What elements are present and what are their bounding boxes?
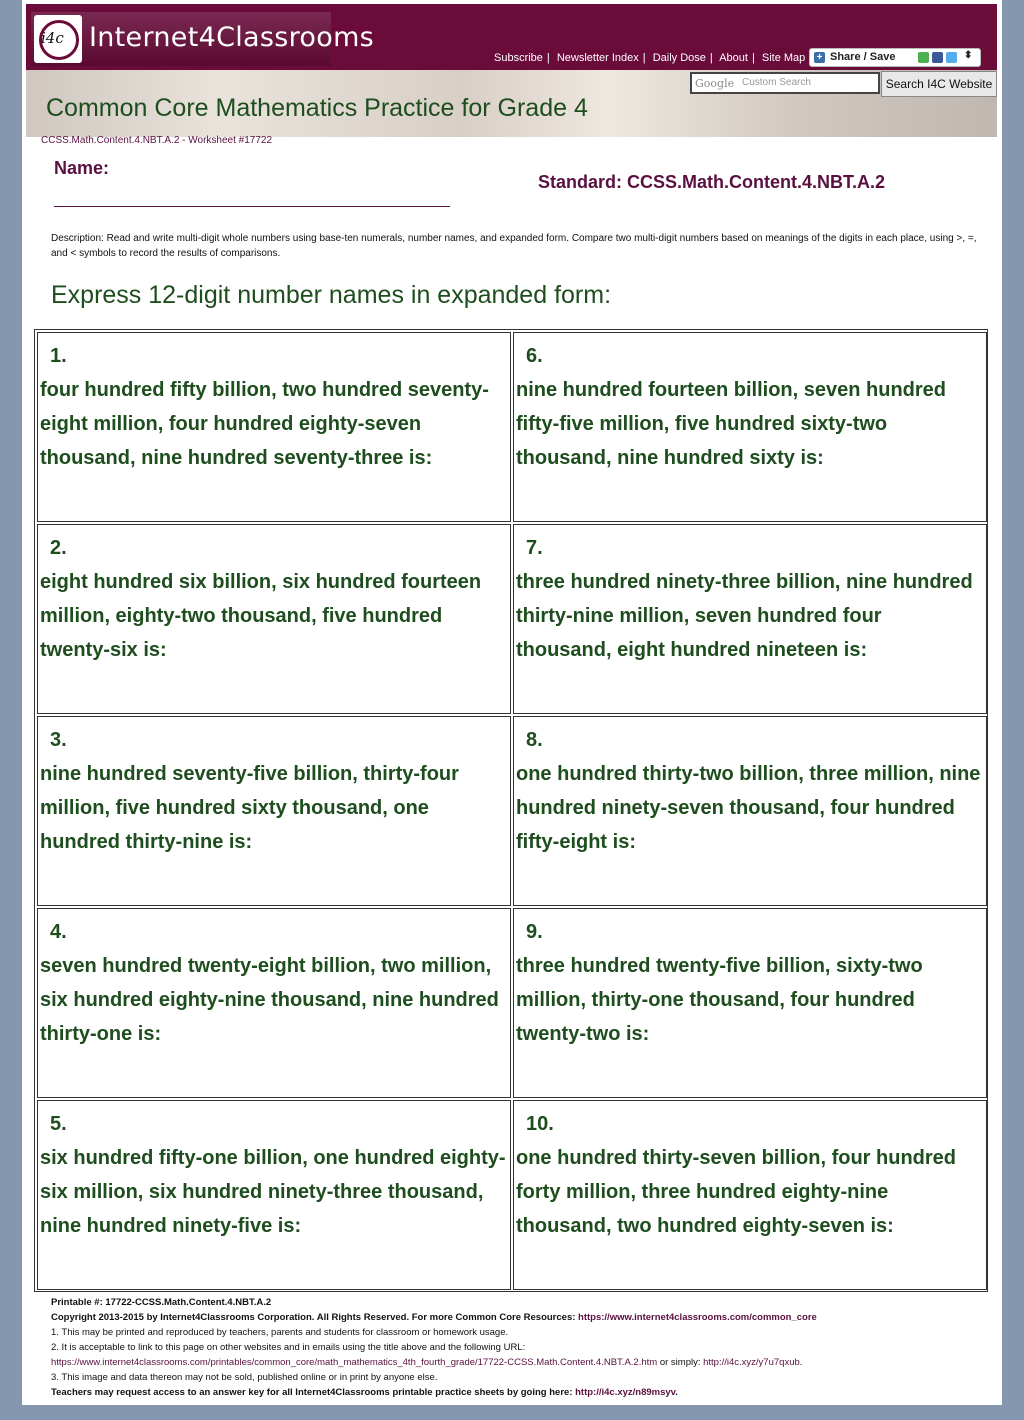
site-header [26, 4, 997, 70]
top-nav: Subscribe | Newsletter Index | Daily Dose | About | Site Map [494, 52, 806, 64]
question-grid [34, 329, 988, 1292]
worksheet-id: CCSS.Math.Content.4.NBT.A.2 - Worksheet #17722 [41, 135, 273, 146]
question-number: 6. [526, 345, 543, 367]
question-number: 1. [50, 345, 67, 367]
question-cell [37, 908, 511, 1098]
answer-key-link[interactable]: http://i4c.xyz/n89msyv [575, 1387, 676, 1398]
question-text: four hundred fifty billion, two hundred seventy-eight million, four hundred eighty-seven thousand, nine hundred seventy-three is: [40, 379, 489, 469]
custom-search-input[interactable] [690, 72, 880, 94]
or-simply-text: or simply: [659, 1357, 701, 1368]
worksheet-page [22, 0, 1002, 1405]
nav-site-map[interactable]: Site Map [761, 52, 806, 64]
copyright-line [51, 1310, 991, 1325]
question-cell [513, 1100, 987, 1290]
copyright-text: Copyright 2013-2015 by Internet4Classrooms Corporation. All Rights Reserved. For more Common Core Resources: [51, 1312, 576, 1323]
search-button[interactable]: Search I4C Website [881, 71, 997, 97]
nav-daily-dose[interactable]: Daily Dose [652, 52, 706, 64]
nav-about[interactable]: About [719, 52, 748, 64]
question-number: 2. [50, 537, 67, 559]
nav-newsletter-index[interactable]: Newsletter Index [556, 52, 639, 64]
question-cell [513, 716, 987, 906]
footer-note-3: 3. This image and data thereon may not be sold, published online or in print by anyone else. [51, 1372, 438, 1383]
facebook-icon [932, 52, 943, 63]
answer-key-line: Teachers may request access to an answer key for all Internet4Classrooms printable practice sheets by going here: http://i4c.xyz/n89msyv. [51, 1387, 678, 1398]
question-text: three hundred twenty-five billion, sixty-two million, thirty-one thousand, four hundred twenty-two is: [516, 955, 923, 1045]
short-url-link[interactable]: http://i4c.xyz/y7u7qxub [703, 1357, 800, 1368]
question-cell [37, 1100, 511, 1290]
google-logo: Google [695, 77, 735, 90]
question-number: 3. [50, 729, 67, 751]
question-text: one hundred thirty-two billion, three million, nine hundred ninety-seven thousand, four hundred fifty-eight is: [516, 763, 981, 853]
question-text: nine hundred fourteen billion, seven hundred fifty-five million, five hundred sixty-two thousand, nine hundred sixty is: [516, 379, 947, 469]
question-number: 8. [526, 729, 543, 751]
footer-note-1: 1. This may be printed and reproduced by teachers, parents and students for classroom or homework usage. [51, 1327, 509, 1338]
title-banner [26, 70, 997, 137]
dropdown-arrow-icon: ⬍ [964, 50, 973, 61]
share-email-icon [918, 52, 929, 63]
question-text: seven hundred twenty-eight billion, two million, six hundred eighty-nine thousand, nine hundred thirty-one is: [40, 955, 499, 1045]
i4c-logo-icon: i4c [34, 15, 82, 63]
question-text: nine hundred seventy-five billion, thirty-four million, five hundred sixty thousand, one hundred thirty-nine is: [40, 763, 459, 853]
instruction-heading: Express 12-digit number names in expanded form: [51, 281, 612, 309]
footer-url-line: https://www.internet4classrooms.com/printables/common_core/math_mathematics_4th_fourth_grade/17722-CCSS.Math.Content.4.NBT.A.2.htm or simply: http://i4c.xyz/y7u7qxub. [51, 1357, 803, 1368]
twitter-icon [946, 52, 957, 63]
logo-text: Internet4Classrooms [89, 22, 375, 53]
name-line [54, 206, 450, 207]
footer-note-2: 2. It is acceptable to link to this page on other websites and in emails using the title above and the following URL: [51, 1342, 526, 1353]
question-cell [513, 908, 987, 1098]
page-footer [51, 1295, 991, 1400]
question-cell [37, 524, 511, 714]
long-url-link[interactable]: https://www.internet4classrooms.com/printables/common_core/math_mathematics_4th_fourth_grade/17722-CCSS.Math.Content.4.NBT.A.2.htm [51, 1357, 658, 1368]
question-number: 5. [50, 1113, 67, 1135]
common-core-link[interactable]: https://www.internet4classrooms.com/common_core [578, 1312, 817, 1323]
printable-number: Printable #: 17722-CCSS.Math.Content.4.NBT.A.2 [51, 1297, 272, 1308]
site-logo[interactable] [31, 12, 375, 66]
question-cell [37, 332, 511, 522]
description: Description: Read and write multi-digit whole numbers using base-ten numerals, number names, and expanded form. Compare two multi-digit numbers based on meanings of the digits in each place, using >, =, and < symbols to record the results of comparisons. [51, 233, 977, 259]
page-title: Common Core Mathematics Practice for Grade 4 [46, 94, 588, 122]
answer-key-text: Teachers may request access to an answer key for all Internet4Classrooms printable practice sheets by going here: [51, 1387, 573, 1398]
question-text: three hundred ninety-three billion, nine hundred thirty-nine million, seven hundred four thousand, eight hundred nineteen is: [516, 571, 973, 661]
share-save-button[interactable] [809, 48, 981, 67]
question-number: 4. [50, 921, 67, 943]
share-plus-icon: + [814, 52, 825, 63]
share-label: Share / Save [830, 51, 896, 63]
question-cell [513, 332, 987, 522]
nav-subscribe[interactable]: Subscribe [494, 52, 543, 64]
question-number: 9. [526, 921, 543, 943]
search-placeholder: Custom Search [742, 77, 811, 88]
standard-label: Standard: CCSS.Math.Content.4.NBT.A.2 [538, 172, 886, 192]
question-text: eight hundred six billion, six hundred fourteen million, eighty-two thousand, five hundred twenty-six is: [40, 571, 482, 661]
question-number: 10. [526, 1113, 554, 1135]
question-text: one hundred thirty-seven billion, four hundred forty million, three hundred eighty-nine thousand, two hundred eighty-seven is: [516, 1147, 956, 1237]
question-text: six hundred fifty-one billion, one hundred eighty-six million, six hundred ninety-three thousand, nine hundred ninety-five is: [40, 1147, 506, 1237]
question-number: 7. [526, 537, 543, 559]
question-cell [513, 524, 987, 714]
question-cell [37, 716, 511, 906]
name-label: Name: [54, 158, 110, 178]
